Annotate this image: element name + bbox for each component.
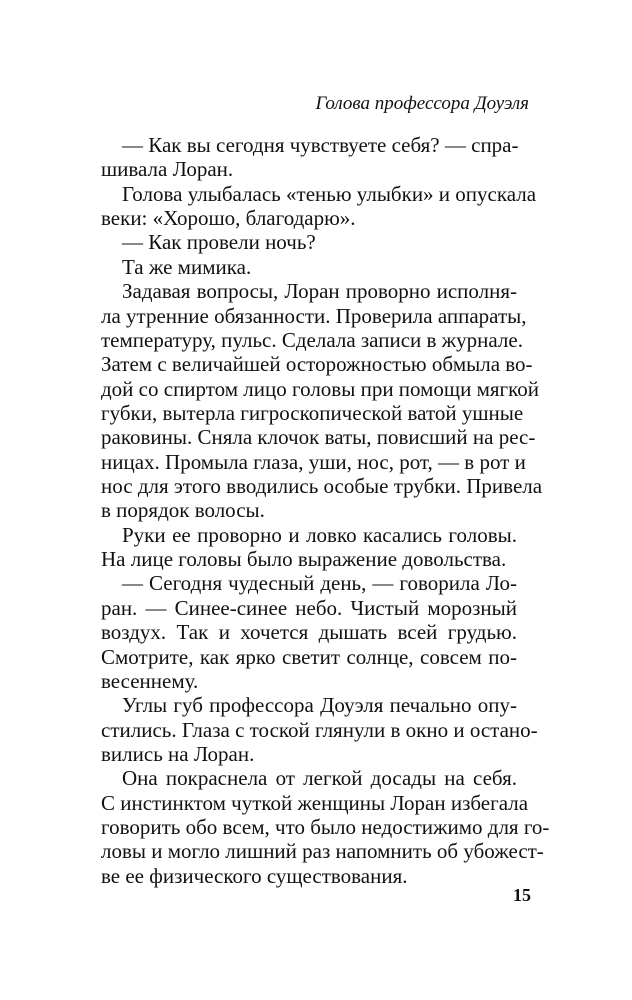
text-line: стились. Глаза с тоской глянули в окно и остано-	[101, 717, 538, 742]
text-line: шивала Лоран.	[101, 157, 234, 182]
text-line: ницах. Промыла глаза, уши, нос, рот, — в рот и	[101, 449, 526, 474]
text-line: ран. — Синее-синее небо. Чистый морозный	[101, 595, 517, 620]
text-line: нос для этого вводились особые трубки. Привела	[101, 474, 543, 499]
text-line: ловы и могло лишний раз напомнить об убожест-	[101, 839, 544, 864]
text-line: вились на Лоран.	[101, 741, 255, 766]
text-line: Она покраснела от легкой досады на себя.	[122, 766, 517, 791]
text-line: Голова улыбалась «тенью улыбки» и опускала	[122, 181, 537, 206]
text-line: дой со спиртом лицо головы при помощи мягкой	[101, 376, 540, 401]
text-line: ве ее физического существования.	[101, 863, 408, 888]
text-line: Углы губ профессора Доуэля печально опу-	[122, 693, 517, 718]
text-line: — Как вы сегодня чувствуете себя? — спра-	[122, 133, 519, 157]
text-line: Затем с величайшей осторожностью обмыла во-	[101, 352, 533, 377]
text-line: воздух. Так и хочется дышать всей грудью.	[101, 620, 517, 645]
body-text	[101, 133, 550, 888]
text-line: веки: «Хорошо, благодарю».	[101, 206, 356, 231]
text-line: ла утренние обязанности. Проверила аппараты,	[101, 303, 527, 328]
text-line: весеннему.	[101, 668, 199, 693]
running-head: Голова профессора Доуэля	[315, 93, 529, 114]
text-line: Руки ее проворно и ловко касались головы.	[122, 522, 517, 547]
page-number: 15	[513, 885, 531, 905]
text-line: в порядок волосы.	[101, 498, 265, 523]
text-line: говорить обо всем, что было недостижимо для го-	[101, 815, 550, 840]
text-line: — Как провели ночь?	[122, 230, 316, 255]
text-line: Та же мимика.	[122, 254, 252, 279]
text-line: На лице головы было выражение довольства.	[101, 547, 507, 572]
text-line: Смотрите, как ярко светит солнце, совсем по-	[101, 644, 517, 669]
text-line: — Сегодня чудесный день, — говорила Ло-	[122, 571, 517, 596]
text-line: Задавая вопросы, Лоран проворно исполня-	[122, 279, 517, 304]
text-line: раковины. Сняла клочок ваты, повисший на рес-	[101, 425, 536, 450]
text-line: С инстинктом чуткой женщины Лоран избегала	[101, 790, 529, 815]
text-line: температуру, пульс. Сделала записи в журнале.	[101, 327, 523, 352]
text-line: губки, вытерла гигроскопической ватой ушные	[101, 400, 524, 425]
